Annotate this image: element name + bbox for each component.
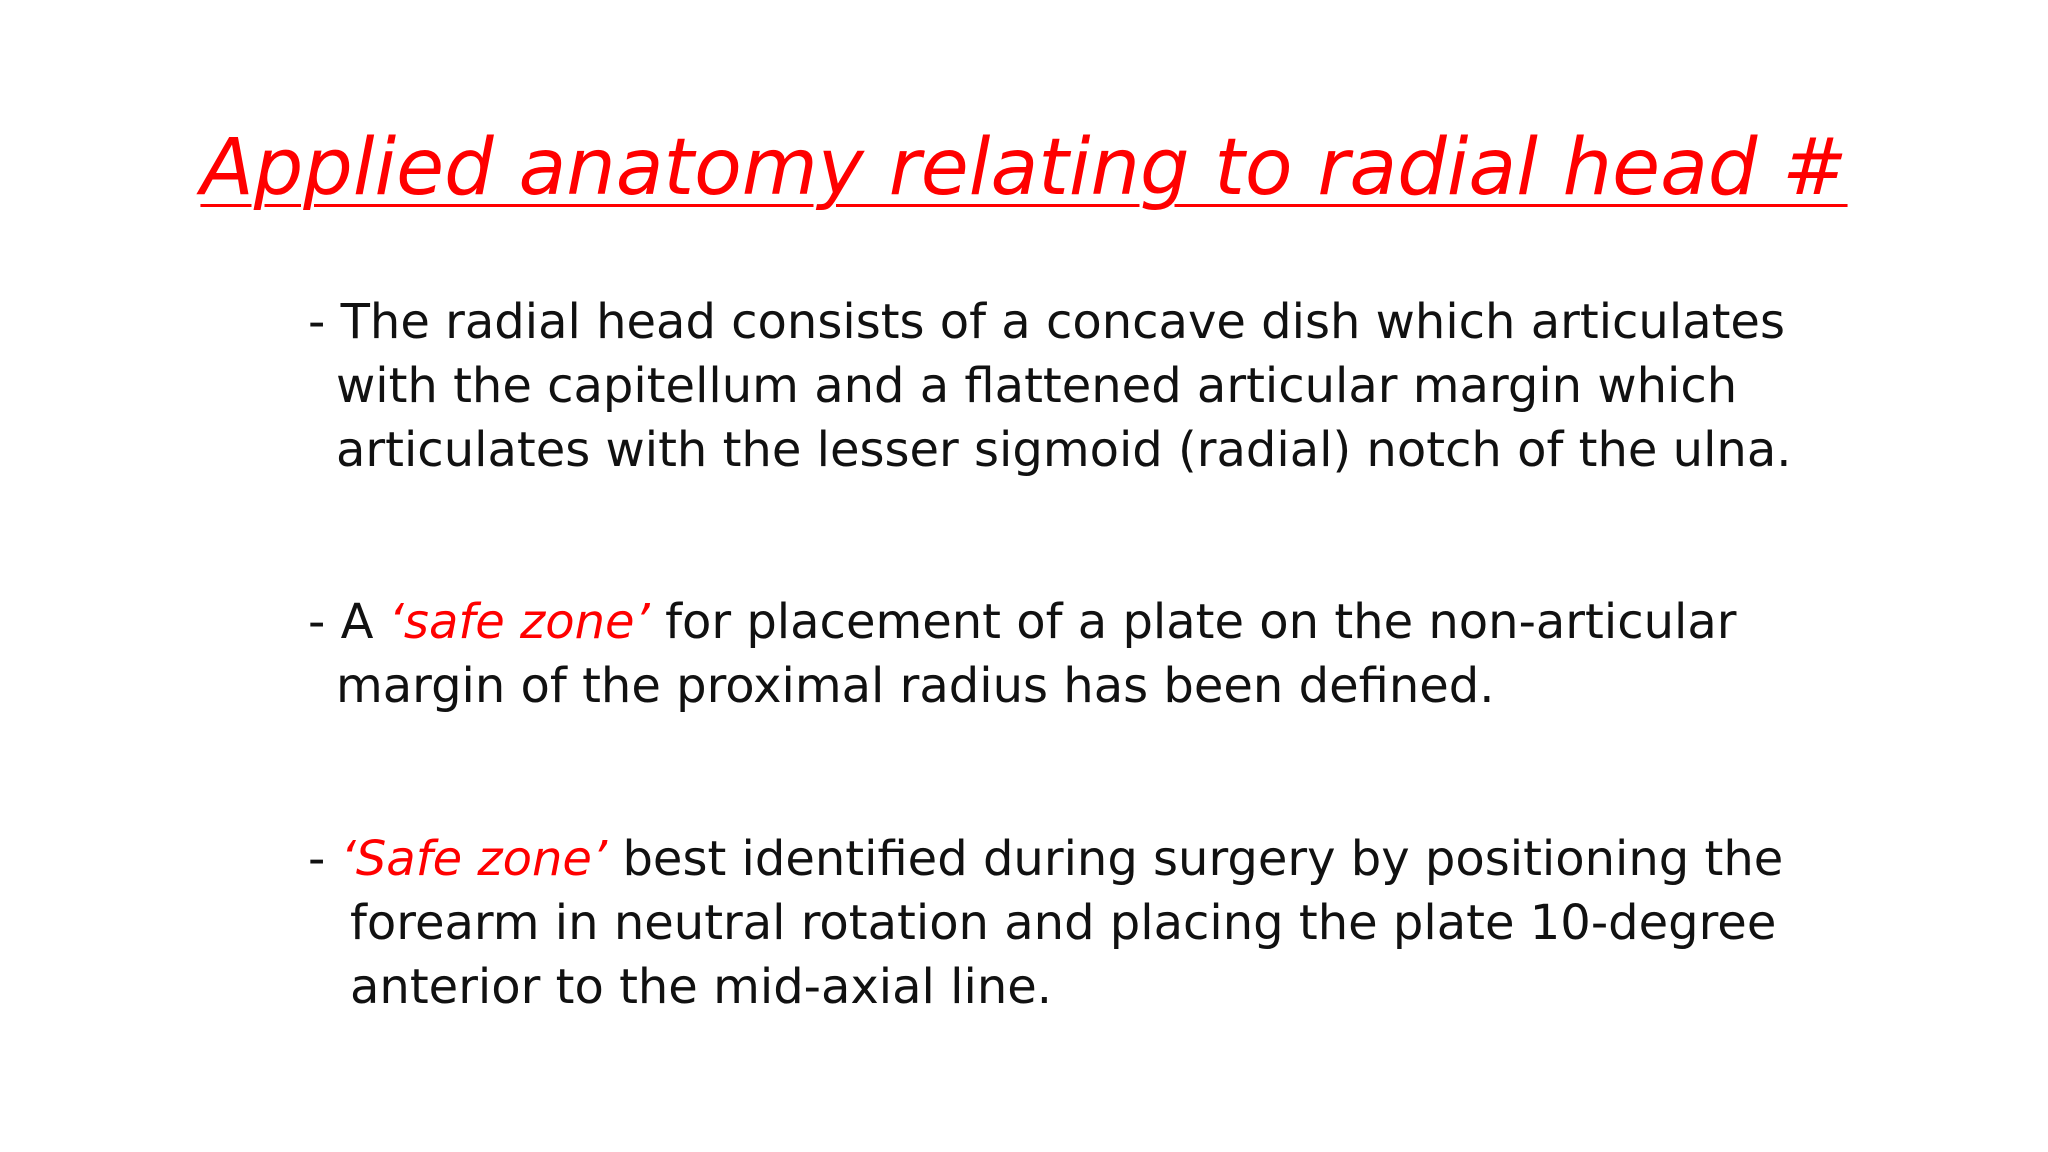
bullet-2-safe-zone-term: ‘safe zone’ bbox=[388, 594, 650, 650]
bullet-3-safe-zone-term: ‘Safe zone’ bbox=[340, 831, 608, 887]
bullet-safe-zone-identification bbox=[308, 827, 1783, 1019]
bullet-3-rest: best identified during surgery by positioning the bbox=[607, 831, 1784, 887]
bullet-3-line-1 bbox=[308, 827, 1783, 891]
bullet-2-line-2: margin of the proximal radius has been defined. bbox=[336, 658, 1495, 714]
bullet-1-line-1: - The radial head consists of a concave dish which articulates bbox=[308, 294, 1785, 350]
bullet-radial-head-anatomy bbox=[308, 290, 1792, 482]
bullet-3-prefix: - bbox=[308, 831, 341, 887]
slide-title-text: Applied anatomy relating to radial head # bbox=[200, 123, 1848, 213]
bullet-2-prefix: - A bbox=[308, 594, 389, 650]
slide-title bbox=[0, 118, 2048, 218]
bullet-safe-zone-definition bbox=[308, 590, 1737, 718]
bullet-1-line-3: articulates with the lesser sigmoid (radial) notch of the ulna. bbox=[336, 422, 1792, 478]
bullet-3-line-2: forearm in neutral rotation and placing the plate 10-degree bbox=[350, 895, 1777, 951]
bullet-2-line-1 bbox=[308, 590, 1737, 654]
bullet-1-line-2: with the capitellum and a flattened articular margin which bbox=[336, 358, 1738, 414]
bullet-2-rest: for placement of a plate on the non-articular bbox=[649, 594, 1737, 650]
bullet-3-line-3: anterior to the mid-axial line. bbox=[350, 959, 1053, 1015]
